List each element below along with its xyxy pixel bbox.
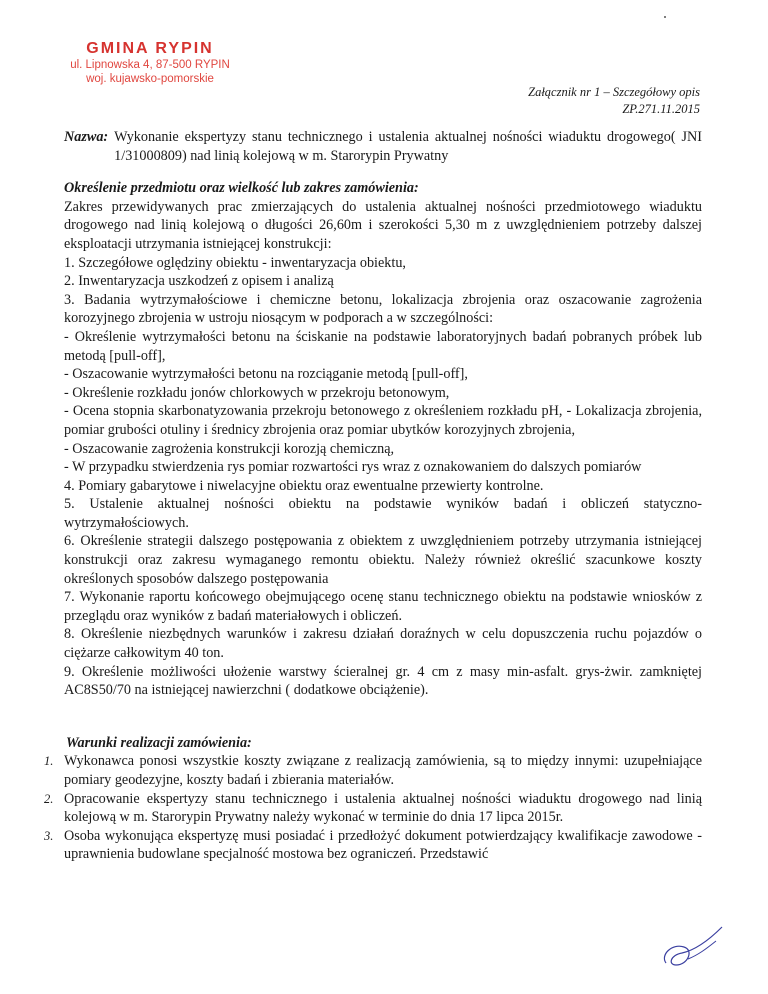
annex-line-1: Załącznik nr 1 – Szczegółowy opis	[528, 85, 700, 99]
name-section	[64, 128, 702, 165]
condition-text: Opracowanie ekspertyzy stanu technicznego i ustalenia aktualnej nośności wiaduktu drogowego nad linią kolejową w m. Starorypin Prywatny należy wykonać w terminie do dnia 17 lipca 2015r.	[64, 790, 702, 826]
scope-intro: Zakres przewidywanych prac zmierzających do ustalenia aktualnej nośności przedmiotowego wiaduktu drogowego nad linią kolejową o długości 26,60m i szerokości 5,30 m z uwzględnieniem potrzeby dalszej eksploatacji utrzymania istniejącej konstrukcji:	[64, 198, 702, 252]
scope-item: - Oszacowanie zagrożenia konstrukcji korozją chemiczną,	[64, 440, 395, 457]
annex-label	[528, 84, 700, 118]
condition-number: 3.	[44, 828, 54, 843]
scope-item: 5. Ustalenie aktualnej nośności obiektu na podstawie wyników badań i obliczeń statyczno-wytrzymałościowych.	[64, 496, 702, 531]
scope-item: 3. Badania wytrzymałościowe i chemiczne betonu, lokalizacja zbrojenia oraz oszacowanie zagrożenia korozyjnego zbrojenia w ustroju niosącym w podporach a w szczególności:	[64, 291, 702, 327]
name-text: Wykonanie ekspertyzy stanu technicznego i ustalenia aktualnej nośności wiaduktu drogowego( JNI 1/31000809) nad linią kolejową w m. Starorypin Prywatny	[114, 129, 702, 164]
scope-item: 1. Szczegółowe oględziny obiektu - inwentaryzacja obiektu,	[64, 254, 406, 271]
scope-item: - Określenie wytrzymałości betonu na ściskanie na podstawie laboratoryjnych badań pobranych próbek lub metodą [pull-off],	[64, 328, 702, 364]
municipality-stamp	[60, 40, 240, 86]
scope-item: 7. Wykonanie raportu końcowego obejmującego ocenę stanu technicznego obiektu na podstawie wniosków z przeglądu oraz wyników z badań materiałowych i obliczeń.	[64, 589, 702, 624]
condition-number: 2.	[44, 791, 54, 806]
condition-item	[44, 752, 702, 789]
scope-items	[64, 254, 702, 700]
stamp-region: woj. kujawsko-pomorskie	[86, 73, 214, 85]
condition-text: Wykonawca ponosi wszystkie koszty związane z realizacją zamówienia, są to między innymi: uzupełniające pomiary geodezyjne, koszty badań i zbierania materiałów.	[64, 753, 702, 788]
scope-item: - Oszacowanie wytrzymałości betonu na rozciąganie metodą [pull-off],	[64, 366, 468, 383]
scope-item: 8. Określenie niezbędnych warunków i zakresu działań doraźnych w celu dopuszczenia ruchu pojazdów o ciężarze całkowitym 40 ton.	[64, 626, 702, 662]
document-body	[44, 128, 702, 864]
scope-heading: Określenie przedmiotu oraz wielkość lub zakres zamówienia:	[64, 180, 419, 197]
scope-item: 4. Pomiary gabarytowe i niwelacyjne obiektu oraz ewentualne przewierty kontrolne.	[64, 477, 544, 494]
scan-dot	[664, 16, 666, 18]
stamp-title: GMINA RYPIN	[86, 40, 214, 57]
name-label: Nazwa:	[64, 129, 109, 145]
scope-item: - Określenie rozkładu jonów chlorkowych w przekroju betonowym,	[64, 384, 450, 401]
conditions-heading: Warunki realizacji zamówienia:	[66, 734, 252, 751]
scope-item: 9. Określenie możliwości ułożenie warstwy ścieralnej gr. 4 cm z masy min-asfalt. grys-żwir. zamkniętej AC8S50/70 na istniejącej nawierzchni ( dodatkowe obciążenie).	[64, 663, 702, 699]
scope-item: - W przypadku stwierdzenia rys pomiar rozwartości rys wraz z oznakowaniem do dalszych pomiarów	[64, 459, 642, 476]
stamp-address: ul. Lipnowska 4, 87-500 RYPIN	[70, 59, 230, 71]
scope-item: 6. Określenie strategii dalszego postępowania z obiektem z uwzględnieniem potrzeby utrzymania istniejącej konstrukcji oraz zakresu wymaganego remontu obiektu. Należy również określić szacunkowe koszty określonych sposobów dalszego postępowania	[64, 533, 702, 587]
scope-item: 2. Inwentaryzacja uszkodzeń z opisem i analizą	[64, 273, 334, 290]
condition-number: 1.	[44, 754, 54, 769]
condition-item	[44, 790, 702, 827]
conditions-list	[44, 752, 702, 864]
signature-mark	[658, 919, 728, 974]
scope-item: - Ocena stopnia skarbonatyzowania przekroju betonowego z określeniem rozkładu pH, - Lokalizacja zbrojenia, pomiar grubości otuliny i średnicy zbrojenia oraz pomiar ubytków korozyjnych zbrojenia,	[64, 403, 702, 438]
annex-line-2: ZP.271.11.2015	[622, 102, 700, 116]
condition-item	[44, 827, 702, 864]
condition-text: Osoba wykonująca ekspertyzę musi posiadać i przedłożyć dokument potwierdzający kwalifikacje zawodowe - uprawnienia budowlane specjalność mostowa bez ograniczeń. Przedstawić	[64, 827, 702, 863]
